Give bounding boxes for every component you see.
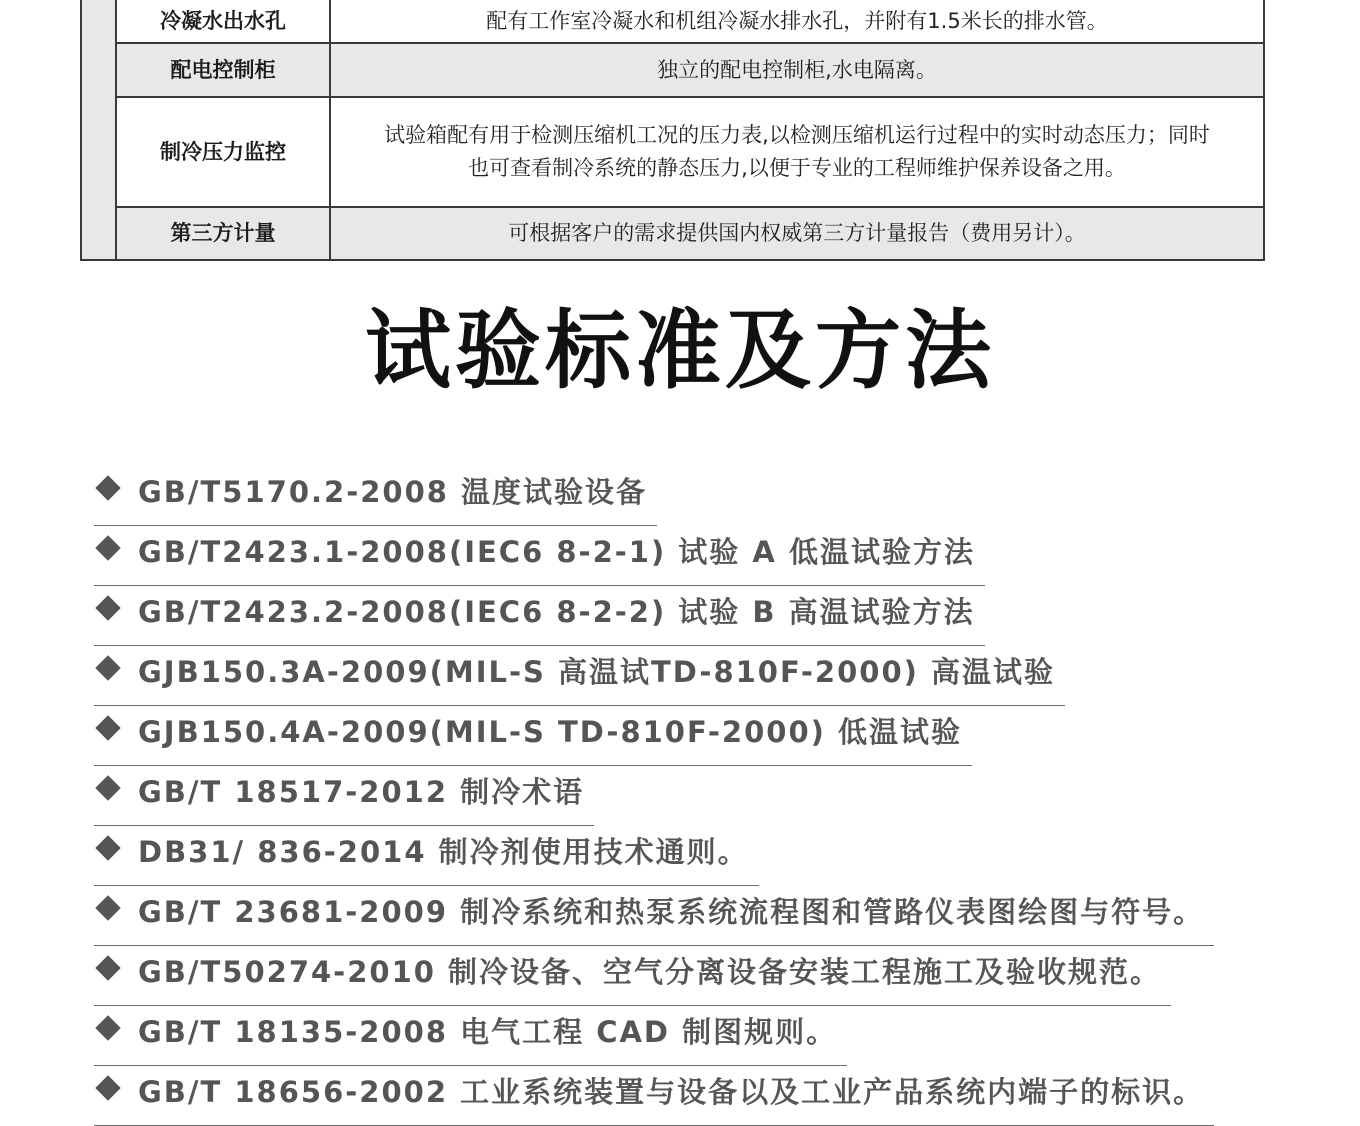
standard-item-text: DB31/ 836-2014 制冷剂使用技术通则。 [138, 835, 749, 869]
standard-item-text: GB/T2423.1-2008(IEC6 8-2-1) 试验 A 低温试验方法 [138, 535, 975, 569]
standard-item [94, 826, 1214, 886]
spec-label: 配电控制柜 [116, 43, 330, 97]
standard-item [94, 766, 1214, 826]
spec-value-line: 试验箱配有用于检测压缩机工况的压力表,以检测压缩机运行过程中的实时动态压力；同时 [384, 123, 1210, 147]
spec-row-pressure-monitor [81, 97, 1264, 207]
standard-item-row [94, 946, 1171, 1006]
standard-item-text: GB/T 18656-2002 工业系统装置与设备以及工业产品系统内端子的标识。 [138, 1075, 1205, 1109]
spec-value-line: 可根据客户的需求提供国内权威第三方计量报告（费用另计）。 [508, 221, 1086, 245]
standard-item [94, 466, 1214, 526]
standard-item-text: GB/T 18517-2012 制冷术语 [138, 775, 585, 809]
standard-item-text: GJB150.3A-2009(MIL-S 高温试TD-810F-2000) 高温试验 [138, 655, 1055, 689]
standard-item-row [94, 706, 972, 766]
section-title: 试验标准及方法 [365, 301, 995, 401]
diamond-bullet-icon [95, 655, 120, 680]
standard-item-row [94, 766, 594, 826]
spec-value [330, 207, 1264, 260]
standard-item [94, 646, 1214, 706]
standard-item-text: GB/T 23681-2009 制冷系统和热泵系统流程图和管路仪表图绘图与符号。 [138, 895, 1205, 929]
standard-item-row [94, 466, 657, 526]
standard-item-row [94, 886, 1214, 946]
spec-row-control-cabinet [81, 43, 1264, 97]
diamond-bullet-icon [95, 835, 120, 860]
spec-value-line: 配有工作室冷凝水和机组冷凝水排水孔，并附有1.5米长的排水管。 [486, 8, 1108, 33]
standard-item-text: GJB150.4A-2009(MIL-S TD-810F-2000) 低温试验 [138, 715, 962, 749]
standard-item-row [94, 826, 759, 886]
standard-item-row [94, 1066, 1214, 1126]
standard-item-row [94, 1006, 847, 1066]
standard-item [94, 1066, 1214, 1126]
spec-label: 冷凝水出水孔 [116, 0, 330, 43]
spec-label: 第三方计量 [116, 207, 330, 260]
standard-item-text: GB/T5170.2-2008 温度试验设备 [138, 475, 648, 509]
spec-label: 制冷压力监控 [116, 97, 330, 207]
standard-item-row [94, 586, 985, 646]
standard-item-row [94, 526, 985, 586]
standard-item [94, 526, 1214, 586]
standard-item-text: GB/T2423.2-2008(IEC6 8-2-2) 试验 B 高温试验方法 [138, 595, 975, 629]
spec-row-condensate-drain [81, 0, 1264, 43]
diamond-bullet-icon [95, 955, 120, 980]
spec-value [330, 43, 1264, 97]
standard-item-text: GB/T50274-2010 制冷设备、空气分离设备安装工程施工及验收规范。 [138, 955, 1162, 989]
diamond-bullet-icon [95, 715, 120, 740]
spec-group-cell [81, 0, 116, 260]
diamond-bullet-icon [95, 1075, 120, 1100]
diamond-bullet-icon [95, 775, 120, 800]
diamond-bullet-icon [95, 475, 120, 500]
diamond-bullet-icon [95, 595, 120, 620]
spec-value-line: 独立的配电控制柜,水电隔离。 [657, 57, 937, 82]
standard-item [94, 946, 1214, 1006]
spec-value [330, 0, 1264, 43]
standards-list [94, 466, 1214, 1126]
diamond-bullet-icon [95, 1015, 120, 1040]
spec-row-third-party-calibration [81, 207, 1264, 260]
standard-item-row [94, 646, 1065, 706]
standard-item [94, 706, 1214, 766]
spec-value-line: 也可查看制冷系统的静态压力,以便于专业的工程师维护保养设备之用。 [468, 156, 1126, 180]
standard-item-text: GB/T 18135-2008 电气工程 CAD 制图规则。 [138, 1015, 838, 1049]
spec-table [80, 0, 1265, 261]
diamond-bullet-icon [95, 895, 120, 920]
standard-item [94, 1006, 1214, 1066]
diamond-bullet-icon [95, 535, 120, 560]
spec-value [330, 97, 1264, 207]
standard-item [94, 886, 1214, 946]
standard-item [94, 586, 1214, 646]
